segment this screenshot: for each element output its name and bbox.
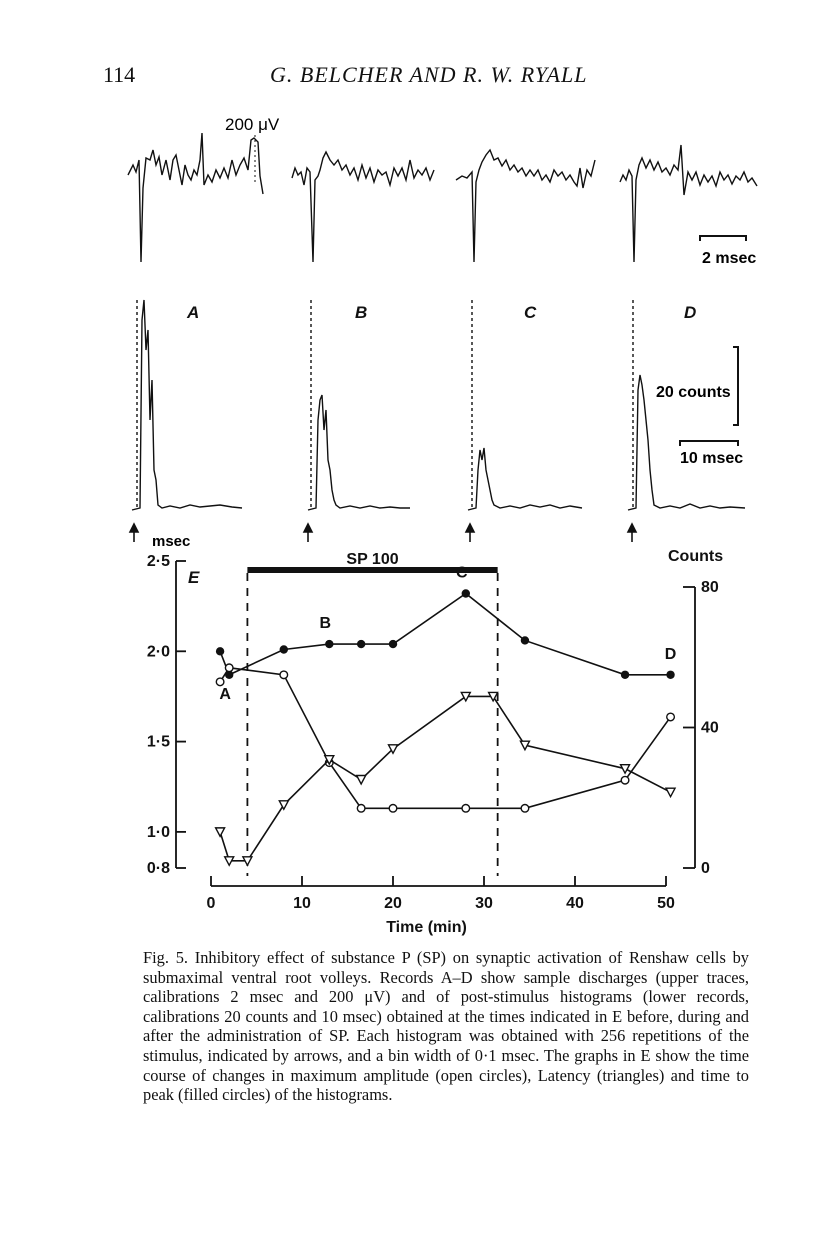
filled-circle-point bbox=[462, 589, 470, 597]
open-circle-point bbox=[621, 776, 629, 784]
voltage-calibration-label: 200 μV bbox=[225, 115, 280, 134]
filled-circle-point bbox=[325, 640, 333, 648]
left-y-tick-label: 0·8 bbox=[146, 860, 170, 877]
x-tick-label: 30 bbox=[475, 895, 493, 912]
panel-e-chart bbox=[147, 548, 723, 936]
histogram-label-c: C bbox=[524, 303, 537, 322]
series-line-triangle bbox=[220, 696, 670, 860]
caption-text: Inhibitory effect of substance P (SP) on synaptic activation of Renshaw cells by submaximal ventral root volleys. Records A–D show sample discharges (upper traces, calibrations 2 msec and 200 μV) and of post-stimulus histograms (lower records, calibrations 20 counts and 10 msec) obtained at the times indicated in E before, during and after the administration of SP. Each histogram was obtained with 256 repetitions of the stimulus, indicated by arrows, and a bin width of 0·1 msec. The graphs in E show the time course of changes in maximum amplitude (open circles), Latency (triangles) and time to peak (filled circles) of the histograms. bbox=[143, 948, 749, 1105]
caption-label: Fig. 5. bbox=[143, 948, 188, 967]
triangle-point bbox=[279, 801, 288, 810]
figure-caption bbox=[143, 948, 749, 1105]
arrowhead-a bbox=[130, 524, 138, 532]
filled-circle-point bbox=[621, 671, 629, 679]
open-circle-point bbox=[225, 664, 233, 672]
arrowhead-b bbox=[304, 524, 312, 532]
trace-b bbox=[292, 152, 434, 262]
trace-d bbox=[620, 145, 757, 262]
right-y-tick-label: 40 bbox=[701, 719, 719, 737]
triangle-point bbox=[357, 776, 366, 785]
open-circle-point bbox=[216, 678, 224, 686]
point-label-c: C bbox=[456, 564, 468, 582]
stimulus-arrow-label: msec bbox=[152, 533, 191, 550]
time-calibration-label: 2 msec bbox=[702, 250, 757, 267]
histogram-b bbox=[308, 395, 410, 510]
point-label-d: D bbox=[664, 645, 677, 663]
post-stimulus-histograms bbox=[132, 300, 745, 510]
histogram-label-a: A bbox=[187, 303, 200, 322]
filled-circle-point bbox=[389, 640, 397, 648]
x-tick-label: 50 bbox=[657, 895, 675, 912]
point-label-a: A bbox=[219, 685, 231, 703]
triangle-point bbox=[666, 788, 675, 797]
triangle-point bbox=[621, 765, 630, 774]
left-y-tick-label: 2·5 bbox=[146, 553, 170, 570]
filled-circle-point bbox=[357, 640, 365, 648]
trace-a bbox=[128, 133, 263, 262]
right-axis-title: Counts bbox=[668, 548, 724, 565]
panel-e-label: E bbox=[188, 568, 200, 587]
trace-c bbox=[456, 150, 595, 262]
counts-calibration-bar bbox=[733, 347, 738, 425]
page-header bbox=[0, 62, 816, 92]
series-line-open-circle bbox=[220, 668, 670, 809]
left-y-tick-label: 2·0 bbox=[146, 643, 170, 661]
running-title: G. BELCHER AND R. W. RYALL bbox=[270, 62, 588, 87]
counts-calibration-label: 20 counts bbox=[656, 384, 731, 401]
left-y-tick-label: 1·5 bbox=[146, 733, 170, 751]
stimulus-arrows bbox=[130, 524, 636, 542]
point-label-b: B bbox=[319, 615, 332, 633]
filled-circle-point bbox=[280, 645, 288, 653]
histogram-a bbox=[132, 300, 242, 510]
sample-discharge-traces bbox=[128, 133, 757, 262]
figure-5 bbox=[0, 100, 816, 940]
right-y-tick-label: 80 bbox=[701, 579, 719, 596]
right-y-tick-label: 0 bbox=[701, 860, 710, 877]
open-circle-point bbox=[389, 804, 397, 812]
open-circle-point bbox=[462, 804, 470, 812]
open-circle-point bbox=[667, 713, 675, 721]
filled-circle-point bbox=[216, 647, 224, 655]
filled-circle-point bbox=[666, 671, 674, 679]
histogram-time-calibration-bar bbox=[680, 441, 738, 446]
histogram-c bbox=[468, 448, 582, 510]
open-circle-point bbox=[357, 804, 365, 812]
page-number: 114 bbox=[103, 62, 136, 87]
sp-application-label: SP 100 bbox=[346, 551, 399, 568]
arrowhead-c bbox=[466, 524, 474, 532]
open-circle-point bbox=[521, 804, 529, 812]
histogram-label-b: B bbox=[355, 303, 368, 322]
x-axis-label: Time (min) bbox=[386, 919, 467, 936]
x-tick-label: 40 bbox=[566, 895, 584, 912]
filled-circle-point bbox=[521, 636, 529, 644]
series-line-filled-circle bbox=[220, 594, 670, 675]
histogram-label-d: D bbox=[684, 303, 697, 322]
histogram-time-calibration-label: 10 msec bbox=[680, 450, 744, 467]
x-tick-label: 10 bbox=[293, 895, 311, 912]
x-tick-label: 20 bbox=[384, 895, 402, 912]
x-tick-label: 0 bbox=[206, 895, 216, 912]
left-y-tick-label: 1·0 bbox=[146, 823, 170, 841]
arrowhead-d bbox=[628, 524, 636, 532]
time-calibration-bar bbox=[700, 236, 746, 241]
open-circle-point bbox=[280, 671, 288, 679]
triangle-point bbox=[216, 828, 225, 837]
